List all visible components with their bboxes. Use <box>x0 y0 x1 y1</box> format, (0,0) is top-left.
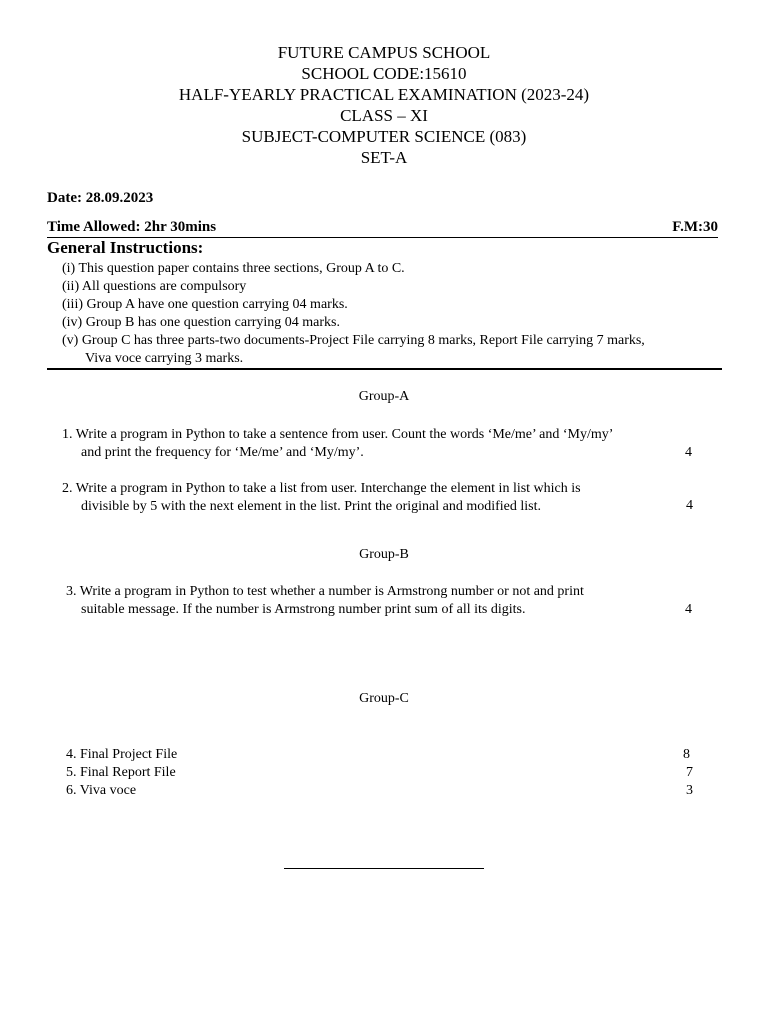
full-marks: F.M:30 <box>672 219 718 235</box>
question-1-marks: 4 <box>685 445 692 460</box>
paper-header <box>0 42 768 168</box>
instruction-item: (v) Group C has three parts-two documents-Project File carrying 8 marks, Report File carrying 7 marks, <box>62 333 645 348</box>
instruction-item: (iv) Group B has one question carrying 04 marks. <box>62 315 340 330</box>
question-text: 3. Write a program in Python to test whether a number is Armstrong number or not and print <box>66 584 584 599</box>
instruction-item: (i) This question paper contains three sections, Group A to C. <box>62 261 405 276</box>
group-c-item-marks: 7 <box>686 765 693 780</box>
question-text-continued: divisible by 5 with the next element in the list. Print the original and modified list. <box>81 499 541 514</box>
group-c-item-marks: 8 <box>683 747 690 762</box>
question-3-marks: 4 <box>685 602 692 617</box>
time-marks-row <box>47 219 718 238</box>
group-b-title: Group-B <box>359 547 409 562</box>
question-3 <box>66 583 676 619</box>
general-instructions-title: General Instructions: <box>47 238 204 257</box>
question-text: 2. Write a program in Python to take a list from user. Interchange the element in list which is <box>62 481 581 496</box>
subject-label: SUBJECT-COMPUTER SCIENCE (083) <box>241 127 527 146</box>
school-code: SCHOOL CODE:15610 <box>301 64 467 83</box>
group-a-title: Group-A <box>358 389 410 404</box>
instruction-item-continued: Viva voce carrying 3 marks. <box>85 351 244 366</box>
question-1 <box>62 426 682 462</box>
question-text-continued: suitable message. If the number is Armstrong number print sum of all its digits. <box>81 602 526 617</box>
question-text-continued: and print the frequency for ‘Me/me’ and ‘My/my’. <box>81 445 364 460</box>
instruction-item: (ii) All questions are compulsory <box>62 279 247 294</box>
group-c-item: 6. Viva voce <box>66 783 137 798</box>
group-c-item-marks: 3 <box>686 783 693 798</box>
instructions-list <box>62 260 722 368</box>
question-2-marks: 4 <box>686 498 693 513</box>
instruction-item: (iii) Group A have one question carrying 04 marks. <box>62 297 348 312</box>
question-text: 1. Write a program in Python to take a sentence from user. Count the words ‘Me/me’ and ‘My/my’ <box>62 427 614 442</box>
exam-date: Date: 28.09.2023 <box>47 190 154 206</box>
school-name: FUTURE CAMPUS SCHOOL <box>277 43 491 62</box>
section-divider <box>47 368 722 370</box>
class-label: CLASS – XI <box>340 106 428 125</box>
time-allowed: Time Allowed: 2hr 30mins <box>47 219 217 235</box>
group-c-item: 4. Final Project File <box>66 747 178 762</box>
set-label: SET-A <box>360 148 408 167</box>
end-of-paper-line <box>284 868 484 869</box>
exam-title: HALF-YEARLY PRACTICAL EXAMINATION (2023-24) <box>178 85 590 104</box>
group-c-title: Group-C <box>359 691 409 706</box>
group-c-item: 5. Final Report File <box>66 765 176 780</box>
question-2 <box>62 480 682 516</box>
